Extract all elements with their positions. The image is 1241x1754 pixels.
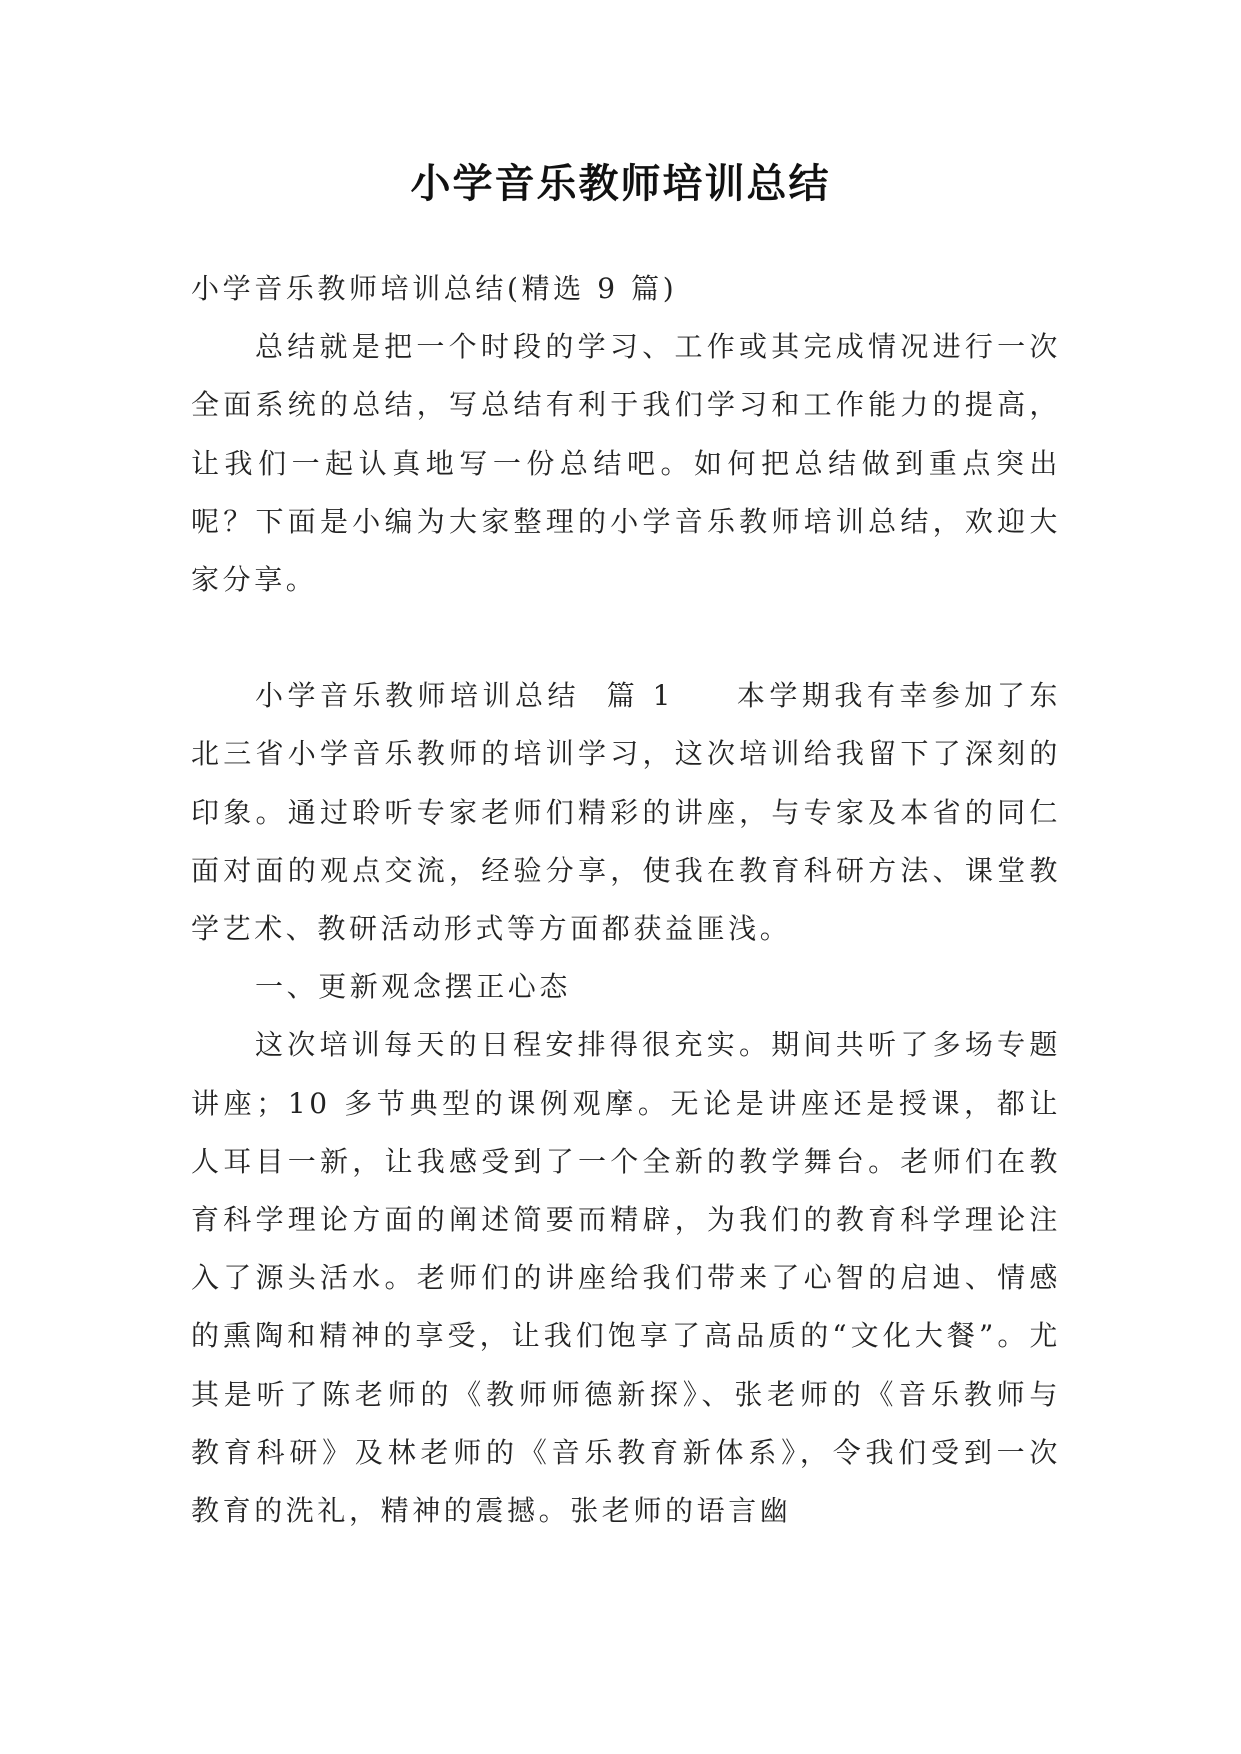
paragraph-2: 这次培训每天的日程安排得很充实。期间共听了多场专题讲座；10 多节典型的课例观摩。无论是讲座还是授课，都让人耳目一新，让我感受到了一个全新的教学舞台。老师们在教育科学理论方面的阐述简要而精辟，为我们的教育科学理论注入了源头活水。老师们的讲座给我们带来了心智的启迪、情感的熏陶和精神的享受，让我们饱享了高品质的“文化大餐”。尤其是听了陈老师的《教师师德新探》、张老师的《音乐教师与教育科研》及林老师的《音乐教育新体系》，令我们受到一次教育的洗礼，精神的震撼。张老师的语言幽 (191, 1028, 1061, 1528)
section-1-heading: 小学音乐教师培训总结 篇 1 (255, 679, 675, 713)
document-body (191, 260, 1061, 1540)
section-1-text: 本学期我有幸参加了东北三省小学音乐教师的培训学习，这次培训给我留下了深刻的印象。通过聆听专家老师们精彩的讲座，与专家及本省的同仁面对面的观点交流，经验分享，使我在教育科研方法、课堂教学艺术、教研活动形式等方面都获益匪浅。 (191, 679, 1061, 946)
section-1-paragraph (191, 667, 1061, 958)
paragraph-spacer (191, 609, 1061, 667)
document-title: 小学音乐教师培训总结 (410, 161, 831, 207)
document-subtitle: 小学音乐教师培训总结(精选 9 篇) (191, 272, 678, 305)
intro-paragraph: 总结就是把一个时段的学习、工作或其完成情况进行一次全面系统的总结，写总结有利于我们学习和工作能力的提高，让我们一起认真地写一份总结吧。如何把总结做到重点突出呢？下面是小编为大家整理的小学音乐教师培训总结，欢迎大家分享。 (191, 330, 1061, 597)
subheading-1: 一、更新观念摆正心态 (255, 970, 572, 1004)
